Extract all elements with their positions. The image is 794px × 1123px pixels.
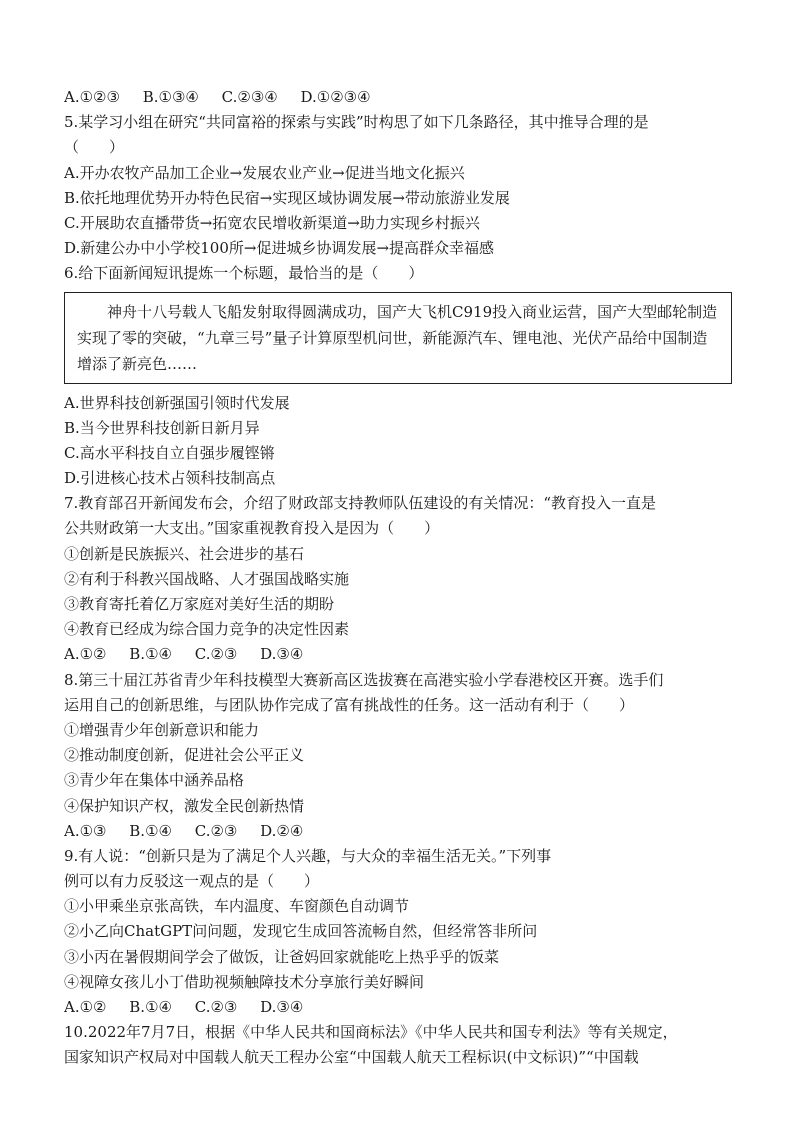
option[interactable]: B.①④ (129, 998, 172, 1016)
choice[interactable]: B.当今世界科技创新日新月异 (64, 418, 260, 437)
statement: ④教育已经成为综合国力竞争的决定性因素 (64, 620, 350, 639)
news-box (64, 292, 732, 384)
option[interactable]: A.①②③ (64, 88, 120, 106)
statement: ④保护知识产权，激发全民创新热情 (64, 796, 305, 815)
option[interactable]: A.①③ (64, 821, 107, 840)
q4-options (64, 85, 732, 110)
q9-options (64, 995, 732, 1020)
option[interactable]: A.①② (64, 645, 107, 664)
option[interactable]: C.②③④ (221, 88, 278, 106)
choice[interactable]: C.高水平科技自立自强步履铿锵 (64, 443, 275, 462)
statement: ③青少年在集体中涵养品格 (64, 771, 245, 790)
question-5-stem: 5.某学习小组在研究“共同富裕的探索与实践”时构思了如下几条路径，其中推导合理的是 (64, 113, 649, 132)
q8-options (64, 819, 732, 844)
choice[interactable]: D.新建公办中小学校100所→促进城乡协调发展→提高群众幸福感 (64, 239, 495, 258)
statement: ②小乙向ChatGPT问问题，发现它生成回答流畅自然，但经常答非所问 (64, 922, 538, 941)
question-9-stem: 9.有人说：“创新只是为了满足个人兴趣，与大众的幸福生活无关。”下列事 (64, 846, 552, 865)
option[interactable]: A.①② (64, 998, 107, 1016)
statement: ②有利于科教兴国战略、人才强国战略实施 (64, 569, 350, 588)
statement: ②推动制度创新，促进社会公平正义 (64, 746, 305, 765)
question-5-stem-cont: （ ） (64, 138, 125, 157)
option[interactable]: C.②③ (194, 821, 238, 840)
news-text: 神舟十八号载人飞船发射取得圆满成功，国产大飞机C919投入商业运营，国产大型邮轮制造实现了零的突破，“九章三号”量子计算原型机问世，新能源汽车、锂电池、光伏产品给中国制造增添了新亮色…… (77, 302, 718, 373)
choice[interactable]: D.引进核心技术占领科技制高点 (64, 469, 276, 488)
choice[interactable]: B.依托地理优势开办特色民宿→实现区域协调发展→带动旅游业发展 (64, 188, 510, 207)
statement: ④视障女孩儿小丁借助视频触障技术分享旅行美好瞬间 (64, 972, 425, 991)
question-8-stem-cont: 运用自己的创新思维，与团队协作完成了富有挑战性的任务。这一活动有利于（ ） (64, 695, 635, 714)
question-7-stem-cont: 公共财政第一大支出。”国家重视教育投入是因为（ ） (64, 519, 440, 538)
option[interactable]: D.①②③④ (300, 88, 371, 106)
option[interactable]: D.③④ (260, 998, 304, 1016)
choice[interactable]: A.开办农牧产品加工企业→发展农业产业→促进当地文化振兴 (64, 163, 465, 182)
q7-options (64, 642, 732, 667)
question-8-stem: 8.第三十届江苏省青少年科技模型大赛新高区选拔赛在高港实验小学春港校区开赛。选手们 (64, 670, 664, 689)
statement: ①增强青少年创新意识和能力 (64, 720, 260, 739)
question-6-stem: 6.给下面新闻短讯提炼一个标题，最恰当的是（ ） (64, 264, 424, 283)
statement: ③教育寄托着亿万家庭对美好生活的期盼 (64, 595, 335, 613)
option[interactable]: B.①③④ (142, 88, 199, 106)
question-10-stem-cont: 国家知识产权局对中国载人航天工程办公室“中国载人航天工程标识(中文标识)”“中国载 (64, 1048, 639, 1067)
question-9-stem-cont: 例可以有力反驳这一观点的是（ ） (64, 872, 320, 891)
choice[interactable]: C.开展助农直播带货→拓宽农民增收新渠道→助力实现乡村振兴 (64, 213, 480, 232)
question-7-stem: 7.教育部召开新闻发布会，介绍了财政部支持教师队伍建设的有关情况：“教育投入一直是 (64, 494, 656, 513)
question-10-stem: 10.2022年7月7日，根据《中华人民共和国商标法》《中华人民共和国专利法》等有关规定， (64, 1023, 678, 1042)
option[interactable]: D.②④ (260, 821, 304, 840)
option[interactable]: B.①④ (129, 645, 172, 664)
option[interactable]: C.②③ (194, 645, 238, 664)
statement: ①创新是民族振兴、社会进步的基石 (64, 544, 305, 563)
option[interactable]: B.①④ (129, 821, 172, 840)
option[interactable]: D.③④ (260, 645, 304, 664)
choice[interactable]: A.世界科技创新强国引领时代发展 (64, 393, 290, 412)
statement: ③小丙在暑假期间学会了做饭，让爸妈回家就能吃上热乎乎的饭菜 (64, 947, 500, 966)
option[interactable]: C.②③ (194, 998, 238, 1016)
statement: ①小甲乘坐京张高铁，车内温度、车窗颜色自动调节 (64, 897, 410, 916)
exam-page (64, 85, 732, 1071)
